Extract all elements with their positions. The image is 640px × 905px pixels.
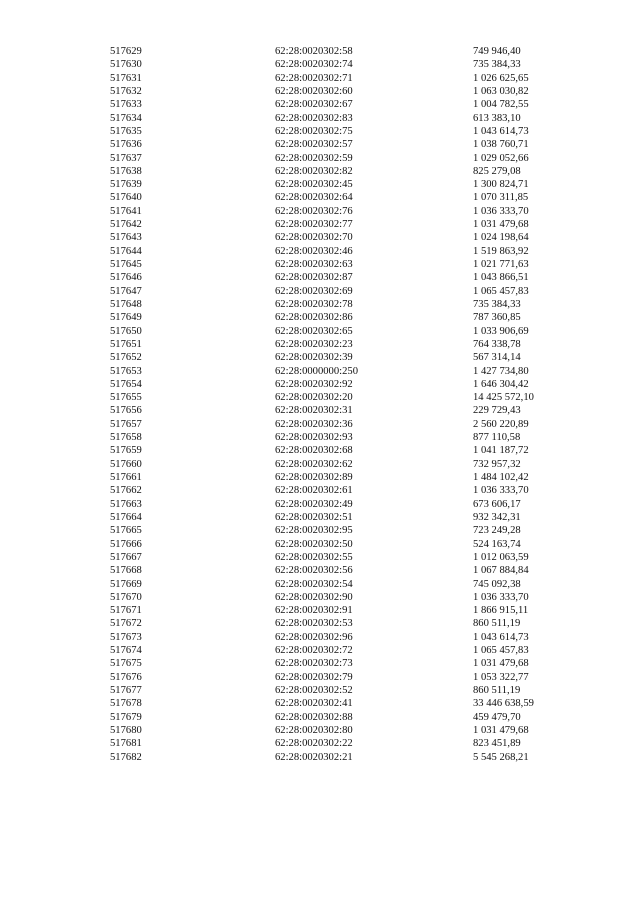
record-number-cell: 517682 xyxy=(110,751,142,763)
cadastral-number-cell: 62:28:0020302:86 xyxy=(275,312,353,324)
cadastral-number-cell: 62:28:0020302:62 xyxy=(275,458,353,470)
cadastral-value-cell: 1 038 760,71 xyxy=(473,139,529,151)
table-row xyxy=(0,591,640,604)
cadastral-value-cell: 1 036 333,70 xyxy=(473,591,529,603)
cadastral-value-cell: 33 446 638,59 xyxy=(473,698,534,710)
table-row xyxy=(0,231,640,244)
table-row xyxy=(0,737,640,750)
left-margin xyxy=(0,378,110,391)
record-number-cell: 517659 xyxy=(110,445,142,457)
left-margin xyxy=(0,644,110,657)
left-margin xyxy=(0,711,110,724)
cadastral-number-cell: 62:28:0020302:90 xyxy=(275,591,353,603)
cadastral-value-cell: 1 004 782,55 xyxy=(473,99,529,111)
cadastral-number-cell: 62:28:0020302:22 xyxy=(275,738,353,750)
cadastral-number-cell: 62:28:0020302:49 xyxy=(275,498,353,510)
cadastral-value-cell: 860 511,19 xyxy=(473,618,521,630)
cadastral-number-cell: 62:28:0020302:20 xyxy=(275,392,353,404)
record-number-cell: 517670 xyxy=(110,591,142,603)
cadastral-value-cell: 1 043 614,73 xyxy=(473,125,529,137)
cadastral-value-cell: 2 560 220,89 xyxy=(473,418,529,430)
cadastral-value-cell: 1 041 187,72 xyxy=(473,445,529,457)
record-number-cell: 517667 xyxy=(110,551,142,563)
record-number-cell: 517636 xyxy=(110,139,142,151)
record-number-cell: 517678 xyxy=(110,698,142,710)
cadastral-number-cell: 62:28:0020302:78 xyxy=(275,298,353,310)
record-number-cell: 517662 xyxy=(110,485,142,497)
left-margin xyxy=(0,125,110,138)
left-margin xyxy=(0,737,110,750)
table-row xyxy=(0,551,640,564)
left-margin xyxy=(0,684,110,697)
cadastral-value-cell: 1 026 625,65 xyxy=(473,72,529,84)
cadastral-number-cell: 62:28:0020302:21 xyxy=(275,751,353,763)
cadastral-value-cell: 1 036 333,70 xyxy=(473,485,529,497)
cadastral-value-cell: 735 384,33 xyxy=(473,298,521,310)
table-row xyxy=(0,484,640,497)
record-number-cell: 517675 xyxy=(110,658,142,670)
cadastral-number-cell: 62:28:0020302:39 xyxy=(275,352,353,364)
left-margin xyxy=(0,697,110,710)
left-margin xyxy=(0,178,110,191)
cadastral-number-cell: 62:28:0020302:80 xyxy=(275,724,353,736)
record-number-cell: 517671 xyxy=(110,605,142,617)
cadastral-value-cell: 749 946,40 xyxy=(473,46,521,57)
left-margin xyxy=(0,458,110,471)
cadastral-value-cell: 823 451,89 xyxy=(473,738,521,750)
cadastral-value-cell: 459 479,70 xyxy=(473,711,521,723)
cadastral-value-cell: 723 249,28 xyxy=(473,525,521,537)
left-margin xyxy=(0,191,110,204)
left-margin xyxy=(0,165,110,178)
record-number-cell: 517648 xyxy=(110,298,142,310)
cadastral-number-cell: 62:28:0020302:88 xyxy=(275,711,353,723)
record-number-cell: 517650 xyxy=(110,325,142,337)
record-number-cell: 517649 xyxy=(110,312,142,324)
cadastral-number-cell: 62:28:0020302:92 xyxy=(275,378,353,390)
cadastral-value-cell: 613 383,10 xyxy=(473,112,521,124)
table-row xyxy=(0,365,640,378)
record-number-cell: 517633 xyxy=(110,99,142,111)
record-number-cell: 517673 xyxy=(110,631,142,643)
cadastral-number-cell: 62:28:0020302:89 xyxy=(275,472,353,483)
table-row xyxy=(0,58,640,71)
cadastral-number-cell: 62:28:0020302:50 xyxy=(275,538,353,550)
cadastral-number-cell: 62:28:0020302:75 xyxy=(275,125,353,137)
cadastral-number-cell: 62:28:0020302:87 xyxy=(275,272,353,284)
cadastral-value-cell: 1 021 771,63 xyxy=(473,259,529,270)
cadastral-value-cell: 1 036 333,70 xyxy=(473,205,529,217)
left-margin xyxy=(0,471,110,484)
record-number-cell: 517676 xyxy=(110,671,142,683)
left-margin xyxy=(0,431,110,444)
cadastral-value-cell: 1 646 304,42 xyxy=(473,378,529,390)
table-row xyxy=(0,538,640,551)
left-margin xyxy=(0,564,110,577)
cadastral-value-cell: 735 384,33 xyxy=(473,59,521,71)
cadastral-value-cell: 732 957,32 xyxy=(473,458,521,470)
cadastral-number-cell: 62:28:0020302:83 xyxy=(275,112,353,124)
left-margin xyxy=(0,751,110,764)
left-margin xyxy=(0,338,110,351)
table-row xyxy=(0,644,640,657)
left-margin xyxy=(0,138,110,151)
cadastral-number-cell: 62:28:0020302:59 xyxy=(275,152,353,164)
cadastral-number-cell: 62:28:0020302:96 xyxy=(275,631,353,643)
record-number-cell: 517639 xyxy=(110,179,142,191)
cadastral-number-cell: 62:28:0020302:69 xyxy=(275,285,353,297)
record-number-cell: 517666 xyxy=(110,538,142,550)
cadastral-number-cell: 62:28:0020302:41 xyxy=(275,698,353,710)
cadastral-number-cell: 62:28:0020302:56 xyxy=(275,565,353,577)
table-row xyxy=(0,511,640,524)
left-margin xyxy=(0,72,110,85)
cadastral-number-cell: 62:28:0020302:95 xyxy=(275,525,353,537)
record-number-cell: 517674 xyxy=(110,645,142,657)
cadastral-number-cell: 62:28:0020302:58 xyxy=(275,46,353,57)
record-number-cell: 517644 xyxy=(110,245,142,257)
cadastral-number-cell: 62:28:0020302:23 xyxy=(275,338,353,350)
record-number-cell: 517680 xyxy=(110,724,142,736)
cadastral-value-cell: 1 065 457,83 xyxy=(473,645,529,657)
cadastral-value-table xyxy=(0,45,640,764)
left-margin xyxy=(0,205,110,218)
cadastral-value-cell: 877 110,58 xyxy=(473,432,521,444)
cadastral-number-cell: 62:28:0020302:93 xyxy=(275,432,353,444)
left-margin xyxy=(0,524,110,537)
cadastral-number-cell: 62:28:0020302:52 xyxy=(275,685,353,696)
record-number-cell: 517651 xyxy=(110,338,142,350)
left-margin xyxy=(0,311,110,324)
left-margin xyxy=(0,511,110,524)
cadastral-number-cell: 62:28:0020302:70 xyxy=(275,232,353,244)
record-number-cell: 517638 xyxy=(110,165,142,177)
left-margin xyxy=(0,444,110,457)
table-row xyxy=(0,404,640,417)
table-row xyxy=(0,165,640,178)
left-margin xyxy=(0,484,110,497)
cadastral-value-cell: 764 338,78 xyxy=(473,338,521,350)
cadastral-value-cell: 1 043 866,51 xyxy=(473,272,529,284)
cadastral-value-cell: 1 029 052,66 xyxy=(473,152,529,164)
record-number-cell: 517630 xyxy=(110,59,142,71)
table-body xyxy=(0,45,640,764)
cadastral-value-cell: 1 866 915,11 xyxy=(473,605,529,617)
cadastral-value-cell: 229 729,43 xyxy=(473,405,521,417)
cadastral-value-cell: 1 012 063,59 xyxy=(473,551,529,563)
cadastral-value-cell: 1 300 824,71 xyxy=(473,179,529,191)
table-row xyxy=(0,471,640,484)
record-number-cell: 517679 xyxy=(110,711,142,723)
left-margin xyxy=(0,258,110,271)
cadastral-number-cell: 62:28:0020302:67 xyxy=(275,99,353,111)
table-row xyxy=(0,205,640,218)
table-row xyxy=(0,751,640,764)
cadastral-number-cell: 62:28:0020302:76 xyxy=(275,205,353,217)
cadastral-number-cell: 62:28:0020302:54 xyxy=(275,578,353,590)
cadastral-value-cell: 673 606,17 xyxy=(473,498,521,510)
left-margin xyxy=(0,45,110,58)
left-margin xyxy=(0,617,110,630)
record-number-cell: 517653 xyxy=(110,365,142,377)
left-margin xyxy=(0,538,110,551)
cadastral-value-cell: 1 031 479,68 xyxy=(473,219,529,231)
cadastral-value-cell: 1 043 614,73 xyxy=(473,631,529,643)
left-margin xyxy=(0,298,110,311)
cadastral-value-cell: 14 425 572,10 xyxy=(473,392,534,404)
table-row xyxy=(0,724,640,737)
table-row xyxy=(0,564,640,577)
table-row xyxy=(0,524,640,537)
record-number-cell: 517672 xyxy=(110,618,142,630)
record-number-cell: 517655 xyxy=(110,392,142,404)
table-row xyxy=(0,671,640,684)
record-number-cell: 517641 xyxy=(110,205,142,217)
table-row xyxy=(0,152,640,165)
table-row xyxy=(0,617,640,630)
left-margin xyxy=(0,112,110,125)
table-row xyxy=(0,325,640,338)
record-number-cell: 517656 xyxy=(110,405,142,417)
left-margin xyxy=(0,671,110,684)
record-number-cell: 517642 xyxy=(110,219,142,231)
table-row xyxy=(0,85,640,98)
cadastral-value-cell: 1 031 479,68 xyxy=(473,724,529,736)
cadastral-number-cell: 62:28:0020302:53 xyxy=(275,618,353,630)
record-number-cell: 517663 xyxy=(110,498,142,510)
left-margin xyxy=(0,285,110,298)
record-number-cell: 517632 xyxy=(110,85,142,97)
cadastral-number-cell: 62:28:0020302:45 xyxy=(275,179,353,191)
table-row xyxy=(0,378,640,391)
cadastral-value-cell: 1 065 457,83 xyxy=(473,285,529,297)
cadastral-number-cell: 62:28:0020302:51 xyxy=(275,511,353,523)
record-number-cell: 517664 xyxy=(110,511,142,523)
left-margin xyxy=(0,724,110,737)
cadastral-number-cell: 62:28:0020302:91 xyxy=(275,605,353,617)
cadastral-number-cell: 62:28:0020302:63 xyxy=(275,259,353,270)
table-row xyxy=(0,684,640,697)
left-margin xyxy=(0,231,110,244)
cadastral-number-cell: 62:28:0020302:31 xyxy=(275,405,353,417)
cadastral-value-cell: 1 519 863,92 xyxy=(473,245,529,257)
record-number-cell: 517637 xyxy=(110,152,142,164)
table-row xyxy=(0,697,640,710)
cadastral-number-cell: 62:28:0020302:55 xyxy=(275,551,353,563)
table-row xyxy=(0,285,640,298)
record-number-cell: 517631 xyxy=(110,72,142,84)
cadastral-number-cell: 62:28:0020302:74 xyxy=(275,59,353,71)
table-row xyxy=(0,72,640,85)
cadastral-value-cell: 1 070 311,85 xyxy=(473,192,529,204)
left-margin xyxy=(0,85,110,98)
cadastral-number-cell: 62:28:0020302:46 xyxy=(275,245,353,257)
cadastral-value-cell: 1 033 906,69 xyxy=(473,325,529,337)
cadastral-value-cell: 1 031 479,68 xyxy=(473,658,529,670)
left-margin xyxy=(0,271,110,284)
left-margin xyxy=(0,351,110,364)
cadastral-value-cell: 1 024 198,64 xyxy=(473,232,529,244)
cadastral-number-cell: 62:28:0020302:64 xyxy=(275,192,353,204)
table-row xyxy=(0,657,640,670)
table-row xyxy=(0,444,640,457)
cadastral-value-cell: 1 053 322,77 xyxy=(473,671,529,683)
record-number-cell: 517669 xyxy=(110,578,142,590)
record-number-cell: 517643 xyxy=(110,232,142,244)
table-row xyxy=(0,125,640,138)
cadastral-number-cell: 62:28:0020302:72 xyxy=(275,645,353,657)
record-number-cell: 517660 xyxy=(110,458,142,470)
table-row xyxy=(0,178,640,191)
record-number-cell: 517640 xyxy=(110,192,142,204)
cadastral-number-cell: 62:28:0020302:73 xyxy=(275,658,353,670)
left-margin xyxy=(0,631,110,644)
left-margin xyxy=(0,551,110,564)
cadastral-value-cell: 787 360,85 xyxy=(473,312,521,324)
left-margin xyxy=(0,657,110,670)
table-row xyxy=(0,631,640,644)
left-margin xyxy=(0,245,110,258)
table-row xyxy=(0,351,640,364)
cadastral-value-cell: 1 063 030,82 xyxy=(473,85,529,97)
table-row xyxy=(0,431,640,444)
cadastral-number-cell: 62:28:0020302:57 xyxy=(275,139,353,151)
table-row xyxy=(0,578,640,591)
cadastral-value-cell: 825 279,08 xyxy=(473,165,521,177)
table-row xyxy=(0,138,640,151)
table-row xyxy=(0,338,640,351)
record-number-cell: 517657 xyxy=(110,418,142,430)
table-row xyxy=(0,245,640,258)
cadastral-value-cell: 567 314,14 xyxy=(473,352,521,364)
record-number-cell: 517665 xyxy=(110,525,142,537)
cadastral-number-cell: 62:28:0020302:36 xyxy=(275,418,353,430)
cadastral-value-cell: 1 484 102,42 xyxy=(473,472,529,483)
left-margin xyxy=(0,418,110,431)
record-number-cell: 517629 xyxy=(110,46,142,57)
table-row xyxy=(0,311,640,324)
cadastral-value-cell: 745 092,38 xyxy=(473,578,521,590)
record-number-cell: 517635 xyxy=(110,125,142,137)
table-row xyxy=(0,258,640,271)
table-row xyxy=(0,391,640,404)
cadastral-number-cell: 62:28:0020302:82 xyxy=(275,165,353,177)
left-margin xyxy=(0,404,110,417)
left-margin xyxy=(0,578,110,591)
left-margin xyxy=(0,498,110,511)
table-row xyxy=(0,458,640,471)
cadastral-value-cell: 524 163,74 xyxy=(473,538,521,550)
record-number-cell: 517661 xyxy=(110,472,142,483)
table-row xyxy=(0,298,640,311)
left-margin xyxy=(0,325,110,338)
cadastral-number-cell: 62:28:0020302:79 xyxy=(275,671,353,683)
cadastral-value-cell: 1 427 734,80 xyxy=(473,365,529,377)
table-row xyxy=(0,271,640,284)
table-row xyxy=(0,112,640,125)
record-number-cell: 517647 xyxy=(110,285,142,297)
table-row xyxy=(0,498,640,511)
record-number-cell: 517634 xyxy=(110,112,142,124)
left-margin xyxy=(0,365,110,378)
left-margin xyxy=(0,604,110,617)
table-row xyxy=(0,711,640,724)
table-row xyxy=(0,418,640,431)
table-row xyxy=(0,191,640,204)
cadastral-value-cell: 5 545 268,21 xyxy=(473,751,529,763)
cadastral-number-cell: 62:28:0020302:71 xyxy=(275,72,353,84)
left-margin xyxy=(0,218,110,231)
cadastral-value-cell: 932 342,31 xyxy=(473,511,521,523)
cadastral-value-cell: 860 511,19 xyxy=(473,685,521,696)
left-margin xyxy=(0,98,110,111)
table-row xyxy=(0,218,640,231)
cadastral-value-cell: 1 067 884,84 xyxy=(473,565,529,577)
cadastral-number-cell: 62:28:0020302:60 xyxy=(275,85,353,97)
cadastral-number-cell: 62:28:0000000:250 xyxy=(275,365,358,377)
left-margin xyxy=(0,391,110,404)
left-margin xyxy=(0,591,110,604)
cadastral-number-cell: 62:28:0020302:61 xyxy=(275,485,353,497)
table-row xyxy=(0,604,640,617)
table-row xyxy=(0,98,640,111)
record-number-cell: 517645 xyxy=(110,259,142,270)
record-number-cell: 517654 xyxy=(110,378,142,390)
left-margin xyxy=(0,58,110,71)
record-number-cell: 517652 xyxy=(110,352,142,364)
left-margin xyxy=(0,152,110,165)
table-row xyxy=(0,45,640,58)
cadastral-number-cell: 62:28:0020302:65 xyxy=(275,325,353,337)
record-number-cell: 517658 xyxy=(110,432,142,444)
record-number-cell: 517681 xyxy=(110,738,142,750)
record-number-cell: 517646 xyxy=(110,272,142,284)
cadastral-number-cell: 62:28:0020302:77 xyxy=(275,219,353,231)
record-number-cell: 517677 xyxy=(110,685,142,696)
record-number-cell: 517668 xyxy=(110,565,142,577)
cadastral-number-cell: 62:28:0020302:68 xyxy=(275,445,353,457)
